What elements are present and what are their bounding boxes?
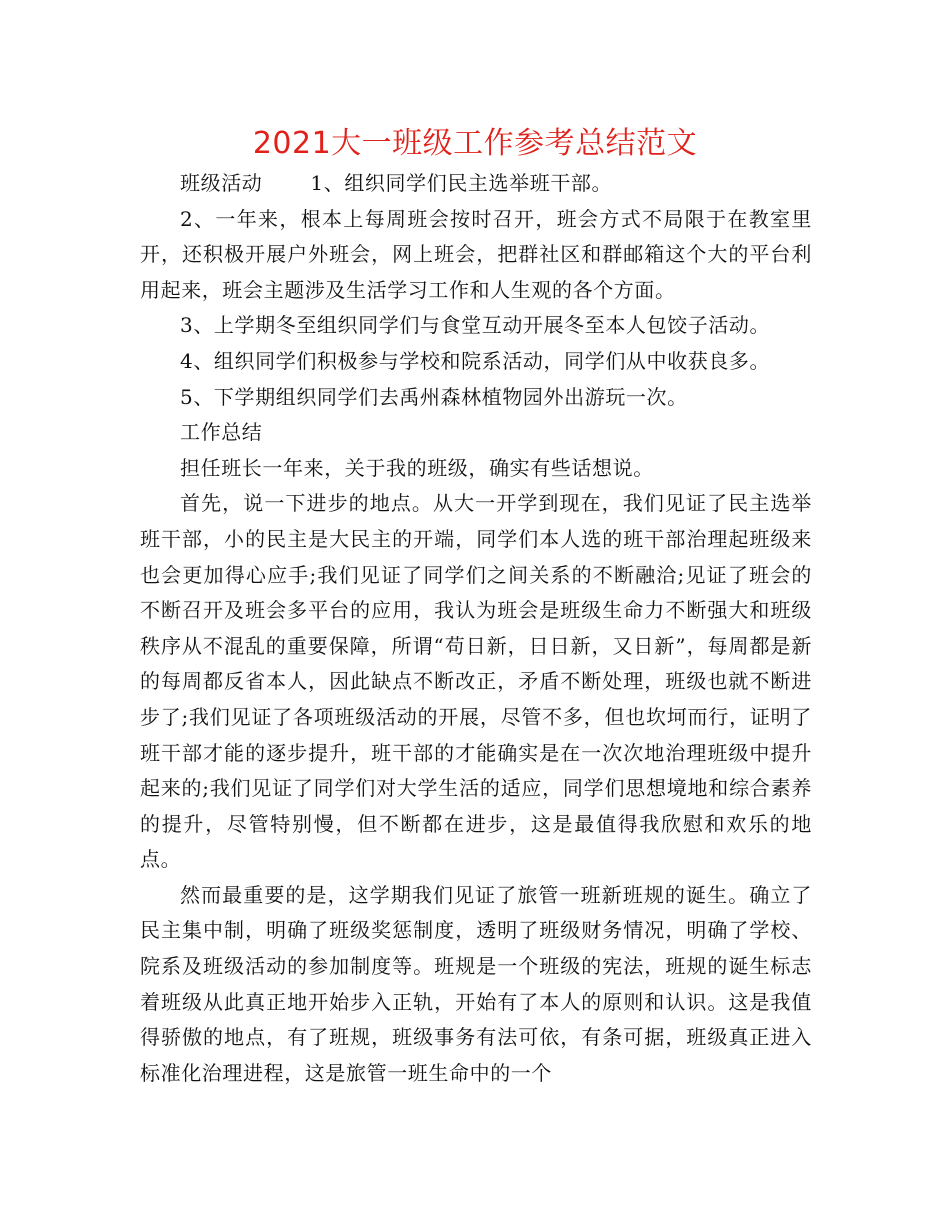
activity-item-1: 1、组织同学们民主选举班干部。 xyxy=(310,171,613,195)
activity-item-2: 2、一年来，根本上每周班会按时召开，班会方式不局限于在教室里开，还积极开展户外班会，网上班会，把群社区和群邮箱这个大的平台利用起来，班会主题涉及生活学习工作和人生观的各个方面。 xyxy=(140,206,812,302)
activity-item-5: 5、下学期组织同学们去禹州森林植物园外出游玩一次。 xyxy=(180,384,688,409)
document-title: 2021大一班级工作参考总结范文 xyxy=(252,126,698,161)
activities-heading-line xyxy=(140,166,812,202)
activity-item-4: 4、组织同学们积极参与学校和院系活动，同学们从中收获良多。 xyxy=(180,348,771,373)
summary-paragraph-3: 然而最重要的是，这学期我们见证了旅管一班新班规的诞生。确立了民主集中制，明确了班级奖惩制度，透明了班级财务情况，明确了学校、院系及班级活动的参加制度等。班规是一个班级的宪法，班规的诞生标志着班级从此真正地开始步入正轨，开始有了本人的原则和认识。这是我值得骄傲的地点，有了班规，班级事务有法可依，有条可据，班级真正进入标准化治理进程，这是旅管一班生命中的一个 xyxy=(140,882,812,1085)
section-label-summary: 工作总结 xyxy=(180,420,263,445)
summary-paragraph-1: 担任班长一年来，关于我的班级，确实有些话想说。 xyxy=(180,455,654,480)
document-body xyxy=(140,166,812,1091)
activity-item-3: 3、上学期冬至组织同学们与食堂互动开展冬至本人包饺子活动。 xyxy=(180,313,771,338)
summary-paragraph-2: 首先，说一下进步的地点。从大一开学到现在，我们见证了民主选举班干部，小的民主是大民主的开端，同学们本人选的班干部治理起班级来也会更加得心应手;我们见证了同学们之间关系的不断融洽;见证了班会的不断召开及班会多平台的应用，我认为班会是班级生命力不断强大和班级秩序从不混乱的重要保障，所谓“苟日新，日日新，又日新”，每周都是新的每周都反省本人，因此缺点不断改正，矛盾不断处理，班级也就不断进步了;我们见证了各项班级活动的开展，尽管不多，但也坎坷而行，证明了班干部才能的逐步提升，班干部的才能确实是在一次次地治理班级中提升起来的;我们见证了同学们对大学生活的适应，同学们思想境地和综合素养的提升，尽管特别慢，但不断都在进步，这是最值得我欣慰和欢乐的地点。 xyxy=(140,491,812,872)
section-label-activities: 班级活动 xyxy=(180,171,263,195)
